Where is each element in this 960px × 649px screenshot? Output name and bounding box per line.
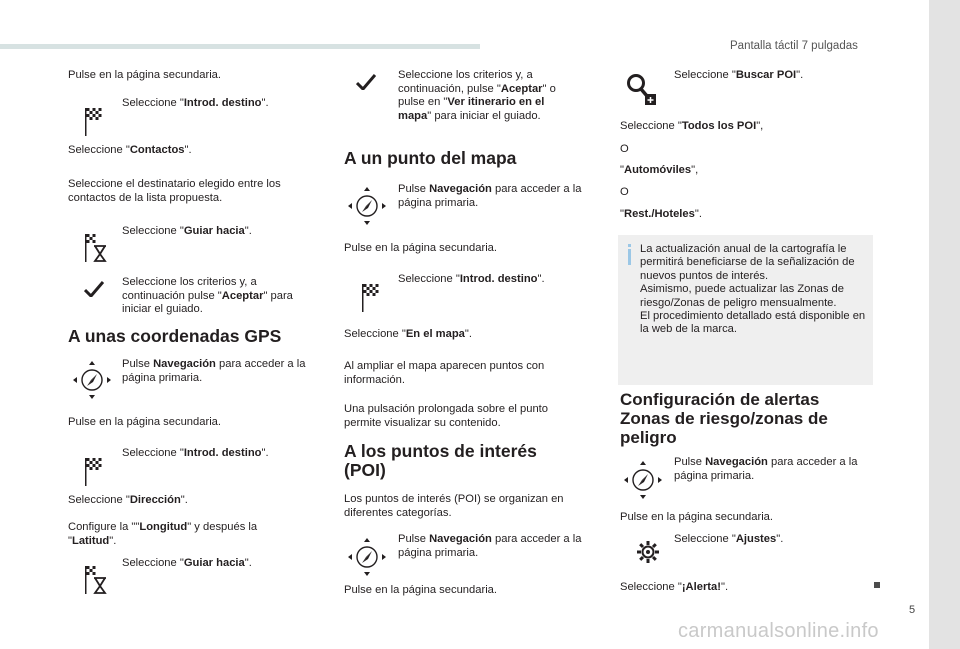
note-line: Asimismo, puede actualizar las Zonas de riesgo/Zonas de peligro mensualmente. <box>640 283 844 309</box>
page-header: Pantalla táctil 7 pulgadas <box>730 40 858 52</box>
instruction: Pulse Navegación para acceder a la página primaria. <box>674 456 858 482</box>
flag-icon <box>361 284 379 312</box>
side-tab <box>929 0 960 649</box>
section-heading: A un punto del mapa <box>344 148 517 168</box>
navigation-icon <box>347 186 387 226</box>
navigation-icon <box>347 537 387 577</box>
instruction: Pulse en la página secundaria. <box>344 242 498 254</box>
instruction: Pulse en la página secundaria. <box>68 69 222 81</box>
instruction: Seleccione "Ajustes". <box>674 533 784 545</box>
instruction: Pulse en la página secundaria. <box>344 584 498 596</box>
instruction: Seleccione el destinatario elegido entre los contactos de la lista propuesta. <box>68 178 281 204</box>
checkmark-icon <box>84 281 104 297</box>
instruction: Seleccione "Buscar POI". <box>674 69 804 81</box>
gear-icon <box>636 540 660 564</box>
instruction: "Automóviles", <box>620 164 699 176</box>
instruction: Los puntos de interés (POI) se organizan en diferentes categorías. <box>344 493 564 519</box>
instruction: Seleccione "Guiar hacia". <box>122 225 252 237</box>
instruction: Seleccione "Guiar hacia". <box>122 557 252 569</box>
guide-flag-icon <box>84 566 108 594</box>
instruction: Seleccione "Contactos". <box>68 144 192 156</box>
section-heading: A los puntos de interés (POI) <box>344 441 537 480</box>
note-line: El procedimiento detallado está disponible en la web de la marca. <box>640 310 866 336</box>
instruction: Seleccione "Dirección". <box>68 494 188 506</box>
instruction: Pulse Navegación para acceder a la página primaria. <box>398 533 582 559</box>
navigation-icon <box>72 360 112 400</box>
instruction: Seleccione "Introd. destino". <box>122 97 269 109</box>
instruction: Configure la ""Longitud" y después la "Latitud". <box>68 521 258 547</box>
flag-icon <box>84 458 102 486</box>
search-poi-icon <box>624 72 660 108</box>
section-marker <box>874 582 880 588</box>
instruction: Pulse en la página secundaria. <box>68 416 222 428</box>
navigation-icon <box>623 460 663 500</box>
instruction: Seleccione "Introd. destino". <box>398 273 545 285</box>
instruction: Seleccione los criterios y, a continuación, pulse "Aceptar" o pulse en "Ver itinerario en el mapa" para iniciar el guiado. <box>398 69 556 122</box>
checkmark-icon <box>356 74 376 90</box>
info-icon-bar <box>628 249 631 265</box>
watermark: carmanualsonline.info <box>678 620 879 642</box>
option-separator: O <box>620 186 629 198</box>
guide-flag-icon <box>84 234 108 262</box>
instruction: Seleccione "En el mapa". <box>344 328 472 340</box>
instruction: Al ampliar el mapa aparecen puntos con información. <box>344 360 545 386</box>
info-note-text <box>640 243 870 337</box>
instruction: Seleccione "Introd. destino". <box>122 447 269 459</box>
instruction: Pulse Navegación para acceder a la página primaria. <box>122 358 306 384</box>
instruction: Pulse en la página secundaria. <box>620 511 774 523</box>
info-icon <box>628 244 631 247</box>
instruction: Seleccione los criterios y, a continuación pulse "Aceptar" para iniciar el guiado. <box>122 276 293 315</box>
top-rule <box>0 44 480 49</box>
instruction: Pulse Navegación para acceder a la página primaria. <box>398 183 582 209</box>
section-heading: Configuración de alertas Zonas de riesgo/zonas de peligro <box>620 390 828 447</box>
instruction: "Rest./Hoteles". <box>620 208 702 220</box>
note-line: La actualización anual de la cartografía le permitirá beneficiarse de la señalización de nuevos puntos de interés. <box>640 243 855 282</box>
section-heading: A unas coordenadas GPS <box>68 326 282 346</box>
instruction: Seleccione "Todos los POI", <box>620 120 764 132</box>
instruction: Una pulsación prolongada sobre el punto permite visualizar su contenido. <box>344 403 549 429</box>
instruction: Seleccione "¡Alerta!". <box>620 581 729 593</box>
flag-icon <box>84 108 102 136</box>
page-number: 5 <box>909 604 916 616</box>
option-separator: O <box>620 143 629 155</box>
info-note <box>618 235 873 385</box>
